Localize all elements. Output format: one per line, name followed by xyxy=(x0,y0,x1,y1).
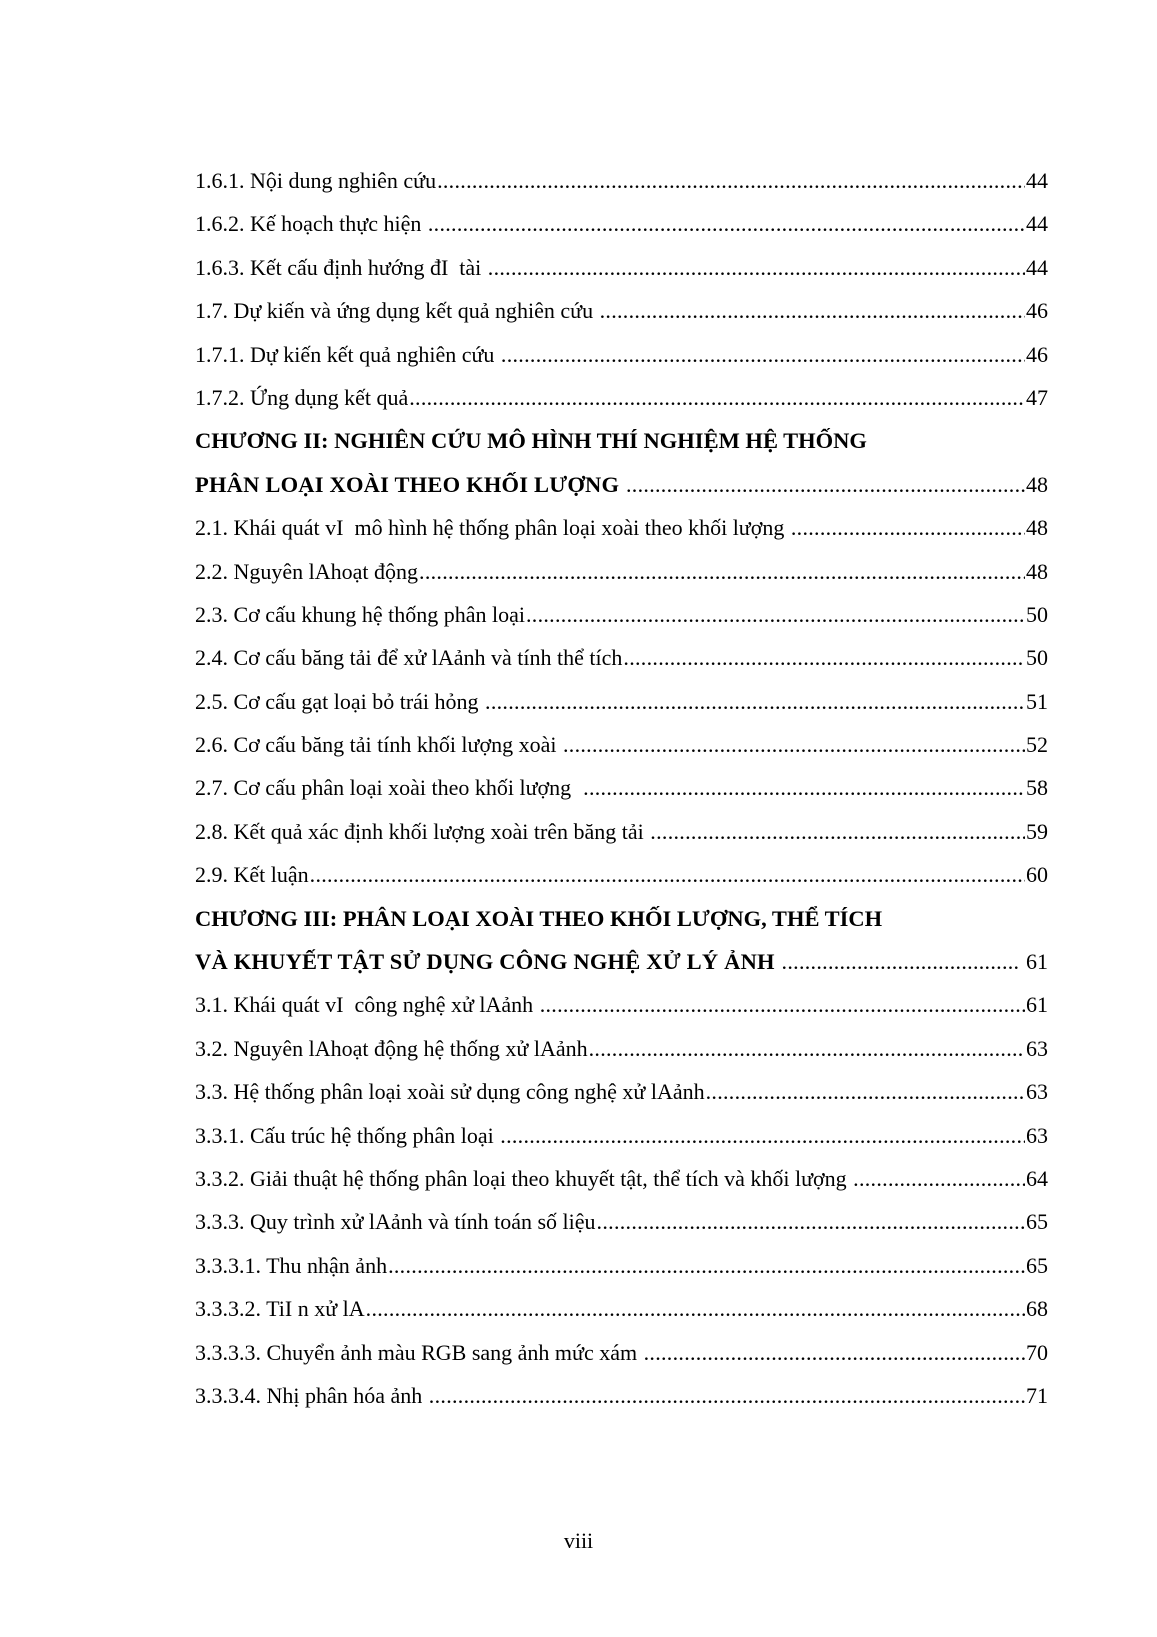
dot-leader xyxy=(310,853,1025,896)
toc-page-number: 44 xyxy=(1026,168,1048,193)
toc-page-number: 58 xyxy=(1026,775,1048,801)
toc-entry-title: 3.3.2. Giải thuật hệ thống phân loại theo khuyết tật, thể tích và khối lượng xyxy=(195,1165,853,1191)
toc-page-number: 50 xyxy=(1026,601,1048,627)
toc-entry[interactable] xyxy=(195,1027,1048,1070)
toc-entry-title: 3.3.3.2. TiI n xử lA xyxy=(195,1296,365,1322)
toc-entry[interactable] xyxy=(195,1200,1048,1243)
toc-entry-title: 1.7.2. Ứng dụng kết quả xyxy=(195,384,409,410)
toc-entry-title: 1.6.3. Kết cấu định hướng đI tài xyxy=(195,254,487,280)
toc-entry[interactable] xyxy=(195,1244,1048,1287)
toc-entry[interactable] xyxy=(195,593,1048,636)
toc-page-number: 48 xyxy=(1026,558,1048,584)
toc-page-number: 61 xyxy=(1026,992,1048,1018)
toc-page-number: 64 xyxy=(1026,1165,1048,1191)
dot-leader xyxy=(437,159,1025,202)
toc-entry[interactable] xyxy=(195,1157,1048,1200)
toc-entry-title: 3.1. Khái quát vI công nghệ xử lAảnh xyxy=(195,992,539,1018)
dot-leader xyxy=(366,1287,1025,1330)
toc-page-number: 65 xyxy=(1026,1209,1048,1235)
dot-leader xyxy=(853,1157,1025,1200)
dot-leader xyxy=(623,636,1025,679)
toc-page-number: 63 xyxy=(1026,1035,1048,1061)
toc-page-number: 52 xyxy=(1026,732,1048,758)
toc-entry-title: 2.5. Cơ cấu gạt loại bỏ trái hỏng xyxy=(195,688,485,714)
toc-entry[interactable] xyxy=(195,636,1048,679)
toc-entry[interactable] xyxy=(195,1331,1048,1374)
toc-entry[interactable] xyxy=(195,680,1048,723)
toc-chapter-entry[interactable] xyxy=(195,463,1048,506)
toc-entry[interactable] xyxy=(195,1287,1048,1330)
toc-page-number: 48 xyxy=(1026,471,1048,497)
toc-entry-title: PHÂN LOẠI XOÀI THEO KHỐI LƯỢNG xyxy=(195,471,625,497)
dot-leader xyxy=(650,810,1025,853)
dot-leader xyxy=(540,983,1025,1026)
dot-leader xyxy=(583,766,1025,809)
toc-page-number: 65 xyxy=(1026,1252,1048,1278)
dot-leader xyxy=(500,1114,1025,1157)
dot-leader xyxy=(563,723,1025,766)
toc-entry-title: 3.2. Nguyên lAhoạt động hệ thống xử lAảnh xyxy=(195,1035,588,1061)
dot-leader xyxy=(644,1331,1025,1374)
toc-entry-title: 2.9. Kết luận xyxy=(195,862,309,888)
toc-entry[interactable] xyxy=(195,1114,1048,1157)
toc-entry-title: 1.6.2. Kế hoạch thực hiện xyxy=(195,211,427,237)
toc-page-number: 59 xyxy=(1026,818,1048,844)
toc-entry[interactable] xyxy=(195,159,1048,202)
toc-entry-title: 3.3.3.3. Chuyển ảnh màu RGB sang ảnh mức xám xyxy=(195,1339,643,1365)
toc-entry-title: 2.7. Cơ cấu phân loại xoài theo khối lượng xyxy=(195,775,583,801)
toc-entry[interactable] xyxy=(195,376,1048,419)
toc-entry[interactable] xyxy=(195,810,1048,853)
toc-page-number: 51 xyxy=(1026,688,1048,714)
toc-entry-title: 2.3. Cơ cấu khung hệ thống phân loại xyxy=(195,601,525,627)
toc-entry-title: 2.8. Kết quả xác định khối lượng xoài trên băng tải xyxy=(195,818,650,844)
dot-leader xyxy=(388,1244,1025,1287)
toc-page-number: 71 xyxy=(1026,1382,1048,1408)
table-of-contents xyxy=(195,159,1048,1417)
dot-leader xyxy=(626,463,1025,506)
toc-page-number: 63 xyxy=(1026,1079,1048,1105)
chapter-heading: CHƯƠNG II: NGHIÊN CỨU MÔ HÌNH THÍ NGHIỆM HỆ THỐNG xyxy=(195,428,867,454)
dot-leader xyxy=(409,376,1025,419)
toc-page-number: 46 xyxy=(1026,341,1048,367)
dot-leader xyxy=(706,1070,1025,1113)
toc-entry-title: 1.7. Dự kiến và ứng dụng kết quả nghiên cứu xyxy=(195,298,599,324)
toc-entry[interactable] xyxy=(195,506,1048,549)
dot-leader xyxy=(526,593,1025,636)
toc-entry[interactable] xyxy=(195,723,1048,766)
toc-entry[interactable] xyxy=(195,1374,1048,1417)
page-number: viii xyxy=(563,1528,594,1553)
toc-entry-title: 3.3.3.1. Thu nhận ảnh xyxy=(195,1252,388,1278)
toc-page-number: 60 xyxy=(1026,862,1048,888)
chapter-heading: CHƯƠNG III: PHÂN LOẠI XOÀI THEO KHỐI LƯỢNG, THỂ TÍCH xyxy=(195,905,883,931)
toc-entry-title: 1.7.1. Dự kiến kết quả nghiên cứu xyxy=(195,341,500,367)
toc-entry[interactable] xyxy=(195,550,1048,593)
toc-entry[interactable] xyxy=(195,983,1048,1026)
dot-leader xyxy=(597,1200,1025,1243)
toc-entry-title: 3.3.1. Cấu trúc hệ thống phân loại xyxy=(195,1122,500,1148)
toc-entry-title: 2.4. Cơ cấu băng tải để xử lAảnh và tính thể tích xyxy=(195,645,623,671)
dot-leader xyxy=(428,202,1025,245)
toc-entry-title: 3.3.3. Quy trình xử lAảnh và tính toán số liệu xyxy=(195,1209,596,1235)
toc-entry[interactable] xyxy=(195,289,1048,332)
toc-page-number: 47 xyxy=(1026,384,1048,410)
dot-leader xyxy=(429,1374,1025,1417)
dot-leader xyxy=(589,1027,1025,1070)
toc-entry-title: 3.3. Hệ thống phân loại xoài sử dụng công nghệ xử lAảnh xyxy=(195,1079,705,1105)
dot-leader xyxy=(501,333,1025,376)
toc-page-number: 63 xyxy=(1026,1122,1048,1148)
toc-page-number: 68 xyxy=(1026,1296,1048,1322)
toc-entry[interactable] xyxy=(195,1070,1048,1113)
dot-leader xyxy=(488,246,1025,289)
toc-page-number: 50 xyxy=(1026,645,1048,671)
toc-entry-title: 2.6. Cơ cấu băng tải tính khối lượng xoài xyxy=(195,732,562,758)
toc-entry[interactable] xyxy=(195,246,1048,289)
dot-leader xyxy=(419,550,1025,593)
dot-leader xyxy=(600,289,1025,332)
toc-entry-title: VÀ KHUYẾT TẬT SỬ DỤNG CÔNG NGHỆ XỬ LÝ ẢNH xyxy=(195,949,781,975)
toc-entry-title: 3.3.3.4. Nhị phân hóa ảnh xyxy=(195,1382,428,1408)
dot-leader xyxy=(791,506,1025,549)
toc-entry[interactable] xyxy=(195,766,1048,809)
toc-entry[interactable] xyxy=(195,333,1048,376)
toc-page-number: 70 xyxy=(1026,1339,1048,1365)
toc-entry-title: 1.6.1. Nội dung nghiên cứu xyxy=(195,168,437,193)
toc-entry-title: 2.1. Khái quát vI mô hình hệ thống phân loại xoài theo khối lượng xyxy=(195,515,790,541)
toc-page-number: 44 xyxy=(1026,211,1048,237)
toc-page-number: 61 xyxy=(1020,949,1048,975)
toc-page-number: 48 xyxy=(1026,515,1048,541)
toc-entry-title: 2.2. Nguyên lAhoạt động xyxy=(195,558,419,584)
dot-leader xyxy=(485,680,1025,723)
toc-chapter-entry[interactable] xyxy=(195,940,1048,983)
dot-leader xyxy=(782,940,1020,983)
toc-entry[interactable] xyxy=(195,202,1048,245)
toc-page-number: 44 xyxy=(1026,254,1048,280)
toc-entry[interactable] xyxy=(195,853,1048,896)
toc-page-number: 46 xyxy=(1026,298,1048,324)
